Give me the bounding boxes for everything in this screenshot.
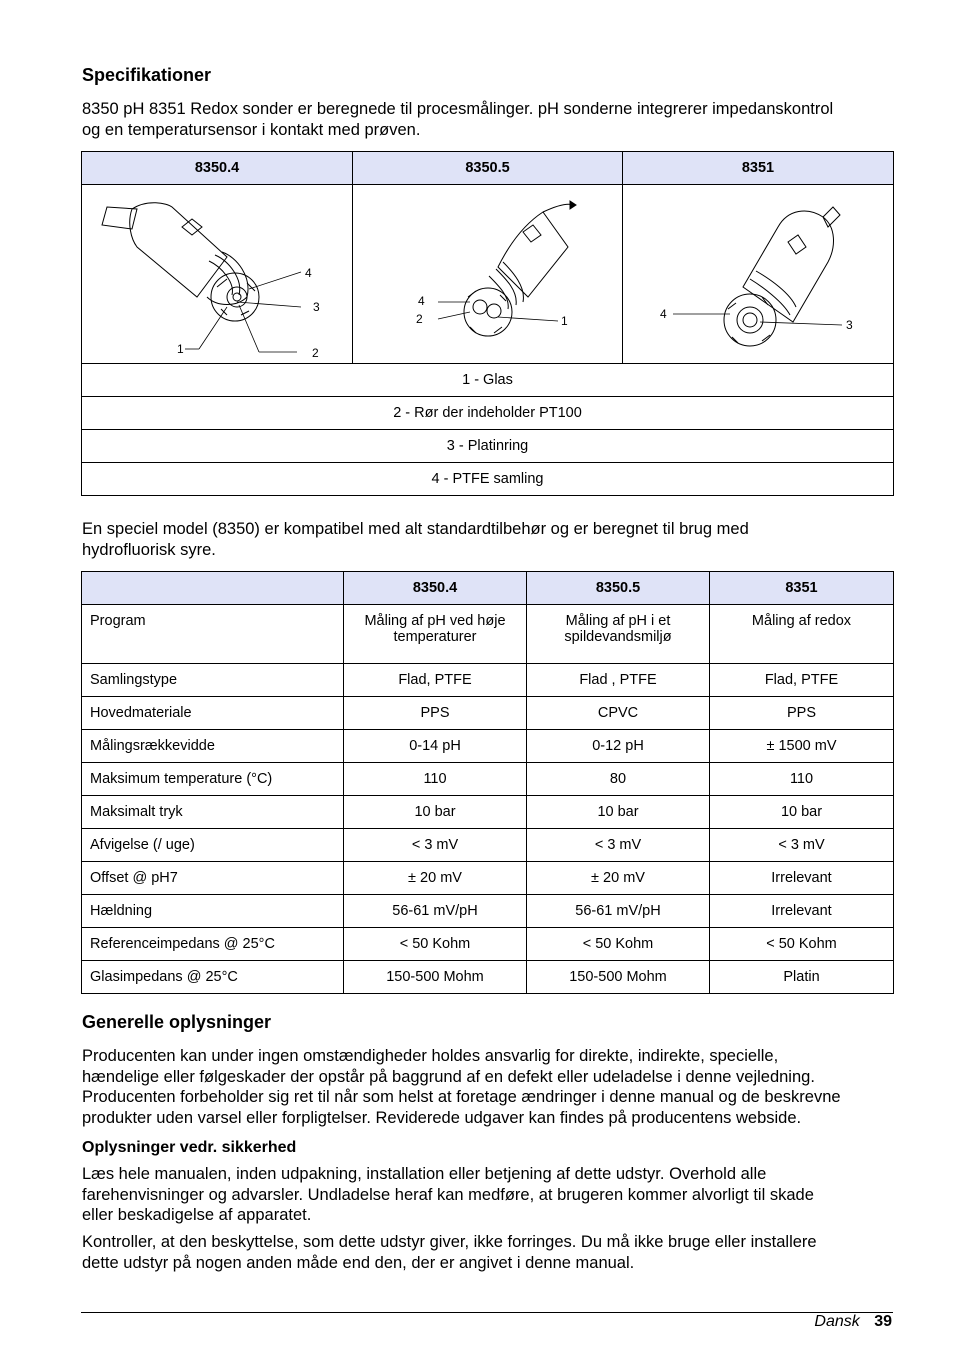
spec-row (82, 961, 894, 994)
probe-body (743, 211, 833, 322)
callout-label: 2 (312, 346, 319, 357)
spec-value: PPS (710, 697, 894, 730)
spec-row (82, 730, 894, 763)
callout-label: 4 (305, 266, 312, 280)
spec-value: 10 bar (527, 796, 710, 829)
callout-label: 2 (415, 312, 423, 326)
spec-value: < 3 mV (344, 829, 527, 862)
spec-value: 150-500 Mohm (527, 961, 710, 994)
probe-8350-4-drawing (87, 187, 347, 357)
spec-value: < 50 Kohm (344, 928, 527, 961)
probe-image-row (82, 185, 894, 364)
spec-label: Afvigelse (/ uge) (82, 829, 344, 862)
footer-divider (81, 1312, 893, 1313)
spec-header: 8350.5 (527, 572, 710, 605)
footer (814, 1313, 892, 1331)
subheading-safety: Oplysninger vedr. sikkerhed (82, 1139, 297, 1156)
paragraph-line: hændelige eller følgeskader der opstår på baggrund af en defekt eller udeladelse i denne vejledning. (82, 1067, 815, 1086)
callout-line (199, 307, 227, 349)
callout-line (498, 317, 558, 321)
spec-row (82, 829, 894, 862)
spec-label: Offset @ pH7 (82, 862, 344, 895)
spec-label: Program (82, 605, 344, 664)
section-heading-general: Generelle oplysninger (82, 1012, 272, 1032)
spec-value: < 50 Kohm (527, 928, 710, 961)
spec-row (82, 862, 894, 895)
spec-row (82, 664, 894, 697)
spec-value: 10 bar (710, 796, 894, 829)
spec-value: < 50 Kohm (710, 928, 894, 961)
paragraph-line: Producenten kan under ingen omstændigheder holdes ansvarlig for direkte, indirekte, specielle, (82, 1047, 779, 1065)
probe-image-cell (623, 185, 894, 364)
probe-rings (750, 279, 790, 315)
legend-row (82, 430, 894, 463)
paragraph-line: dette udstyr på nogen anden måde end den, der er angivet i denne manual. (82, 1253, 635, 1272)
probe-tip (724, 294, 776, 346)
spec-value: 0-12 pH (527, 730, 710, 763)
spec-table (81, 571, 894, 994)
spec-value: CPVC (527, 697, 710, 730)
spec-value: Måling af pH i et spildevandsmiljø (527, 605, 710, 664)
legend-item: 4 - PTFE samling (82, 463, 894, 496)
paragraph-line: farehenvisninger og advarsler. Undladelse heraf kan medføre, at brugeren kommer alvorligt til skade (82, 1185, 814, 1204)
safety-paragraph-2 (82, 1232, 912, 1273)
page-number: 39 (874, 1313, 892, 1330)
spec-header (82, 572, 344, 605)
spec-row (82, 763, 894, 796)
spec-value: 56-61 mV/pH (527, 895, 710, 928)
probe-label (523, 225, 541, 242)
spec-value: Måling af redox (710, 605, 894, 664)
intro-line: 8350 pH 8351 Redox sonder er beregnede til procesmålinger. pH sonderne integrerer impedanskontrol (82, 100, 834, 118)
probe-8350-5-drawing (358, 187, 618, 357)
spec-row (82, 697, 894, 730)
legend-row (82, 364, 894, 397)
legend-row (82, 463, 894, 496)
spec-value: 110 (344, 763, 527, 796)
paragraph-line: Kontroller, at den beskyttelse, som dette udstyr giver, ikke forringes. Du må ikke bruge eller installere (82, 1233, 817, 1251)
spec-row (82, 796, 894, 829)
callout-label: 4 (660, 307, 667, 321)
spec-value: ± 1500 mV (710, 730, 894, 763)
spec-label: Maksimum temperature (°C) (82, 763, 344, 796)
spec-value: < 3 mV (710, 829, 894, 862)
spec-value: Flad , PTFE (527, 664, 710, 697)
spec-value: ± 20 mV (527, 862, 710, 895)
callout-line (237, 302, 301, 307)
spec-value: 110 (710, 763, 894, 796)
spec-row (82, 605, 894, 664)
probe-cable (543, 204, 573, 212)
spec-value: Måling af pH ved høje temperaturer (344, 605, 527, 664)
probe-8351-drawing (628, 187, 888, 357)
spec-row (82, 928, 894, 961)
probe-label (788, 235, 806, 254)
spec-label: Hældning (82, 895, 344, 928)
spec-row (82, 895, 894, 928)
spec-value: 150-500 Mohm (344, 961, 527, 994)
probe-tip (211, 273, 259, 321)
callout-label: 4 (417, 294, 425, 308)
spec-label: Glasimpedans @ 25°C (82, 961, 344, 994)
legend-item: 2 - Rør der indeholder PT100 (82, 397, 894, 430)
probe-image-cell (353, 185, 623, 364)
probe-header: 8350.4 (82, 152, 353, 185)
intro-paragraph (82, 99, 902, 140)
spec-label: Maksimalt tryk (82, 796, 344, 829)
spec-header: 8350.4 (344, 572, 527, 605)
legend-item: 1 - Glas (82, 364, 894, 397)
spec-value: Platin (710, 961, 894, 994)
spec-value: 80 (527, 763, 710, 796)
spec-value: PPS (344, 697, 527, 730)
callout-label: 1 (560, 314, 568, 328)
spec-value: Irrelevant (710, 862, 894, 895)
spec-label: Referenceimpedans @ 25°C (82, 928, 344, 961)
spec-value: ± 20 mV (344, 862, 527, 895)
probe-body (130, 203, 227, 297)
probe-image-cell (82, 185, 353, 364)
compatibility-paragraph (82, 519, 902, 560)
spec-value: 0-14 pH (344, 730, 527, 763)
probe-header: 8351 (623, 152, 894, 185)
probe-table (81, 151, 894, 496)
paragraph-line: Læs hele manualen, inden udpakning, installation eller betjening af dette udstyr. Overhold alle (82, 1165, 767, 1183)
probe-header: 8350.5 (353, 152, 623, 185)
probe-table-header-row (82, 152, 894, 185)
spec-value: Flad, PTFE (344, 664, 527, 697)
paragraph-line: En speciel model (8350) er kompatibel med alt standardtilbehør og er beregnet til brug med (82, 520, 749, 538)
callout-label: 3 (313, 300, 320, 314)
callout-line (249, 272, 301, 289)
probe-cable (823, 207, 840, 227)
spec-value: 10 bar (344, 796, 527, 829)
spec-value: 56-61 mV/pH (344, 895, 527, 928)
callout-label: 3 (846, 318, 853, 332)
footer-language: Dansk (814, 1313, 860, 1330)
spec-label: Målingsrækkevidde (82, 730, 344, 763)
general-paragraph (82, 1046, 912, 1128)
spec-value: Irrelevant (710, 895, 894, 928)
paragraph-line: eller beskadigelse af apparatet. (82, 1206, 312, 1224)
paragraph-line: Producenten forbeholder sig ret til når som helst at foretage ændringer i denne manual og de beskrevne (82, 1088, 841, 1106)
callout-line (760, 322, 842, 325)
probe-label (182, 219, 202, 235)
callout-line (239, 305, 259, 352)
intro-line: og en temperatursensor i kontakt med prøven. (82, 120, 421, 139)
section-heading-specifications: Specifikationer (82, 65, 212, 85)
spec-header: 8351 (710, 572, 894, 605)
legend-row (82, 397, 894, 430)
spec-value: Flad, PTFE (710, 664, 894, 697)
callout-label: 1 (177, 342, 184, 356)
spec-table-header-row (82, 572, 894, 605)
spec-value: < 3 mV (527, 829, 710, 862)
spec-label: Samlingstype (82, 664, 344, 697)
safety-paragraph-1 (82, 1164, 912, 1226)
paragraph-line: hydrofluorisk syre. (82, 540, 216, 559)
spec-label: Hovedmateriale (82, 697, 344, 730)
paragraph-line: produkter uden varsel eller forpligtelser. Reviderede udgaver kan findes på producentens webside. (82, 1108, 802, 1127)
legend-item: 3 - Platinring (82, 430, 894, 463)
